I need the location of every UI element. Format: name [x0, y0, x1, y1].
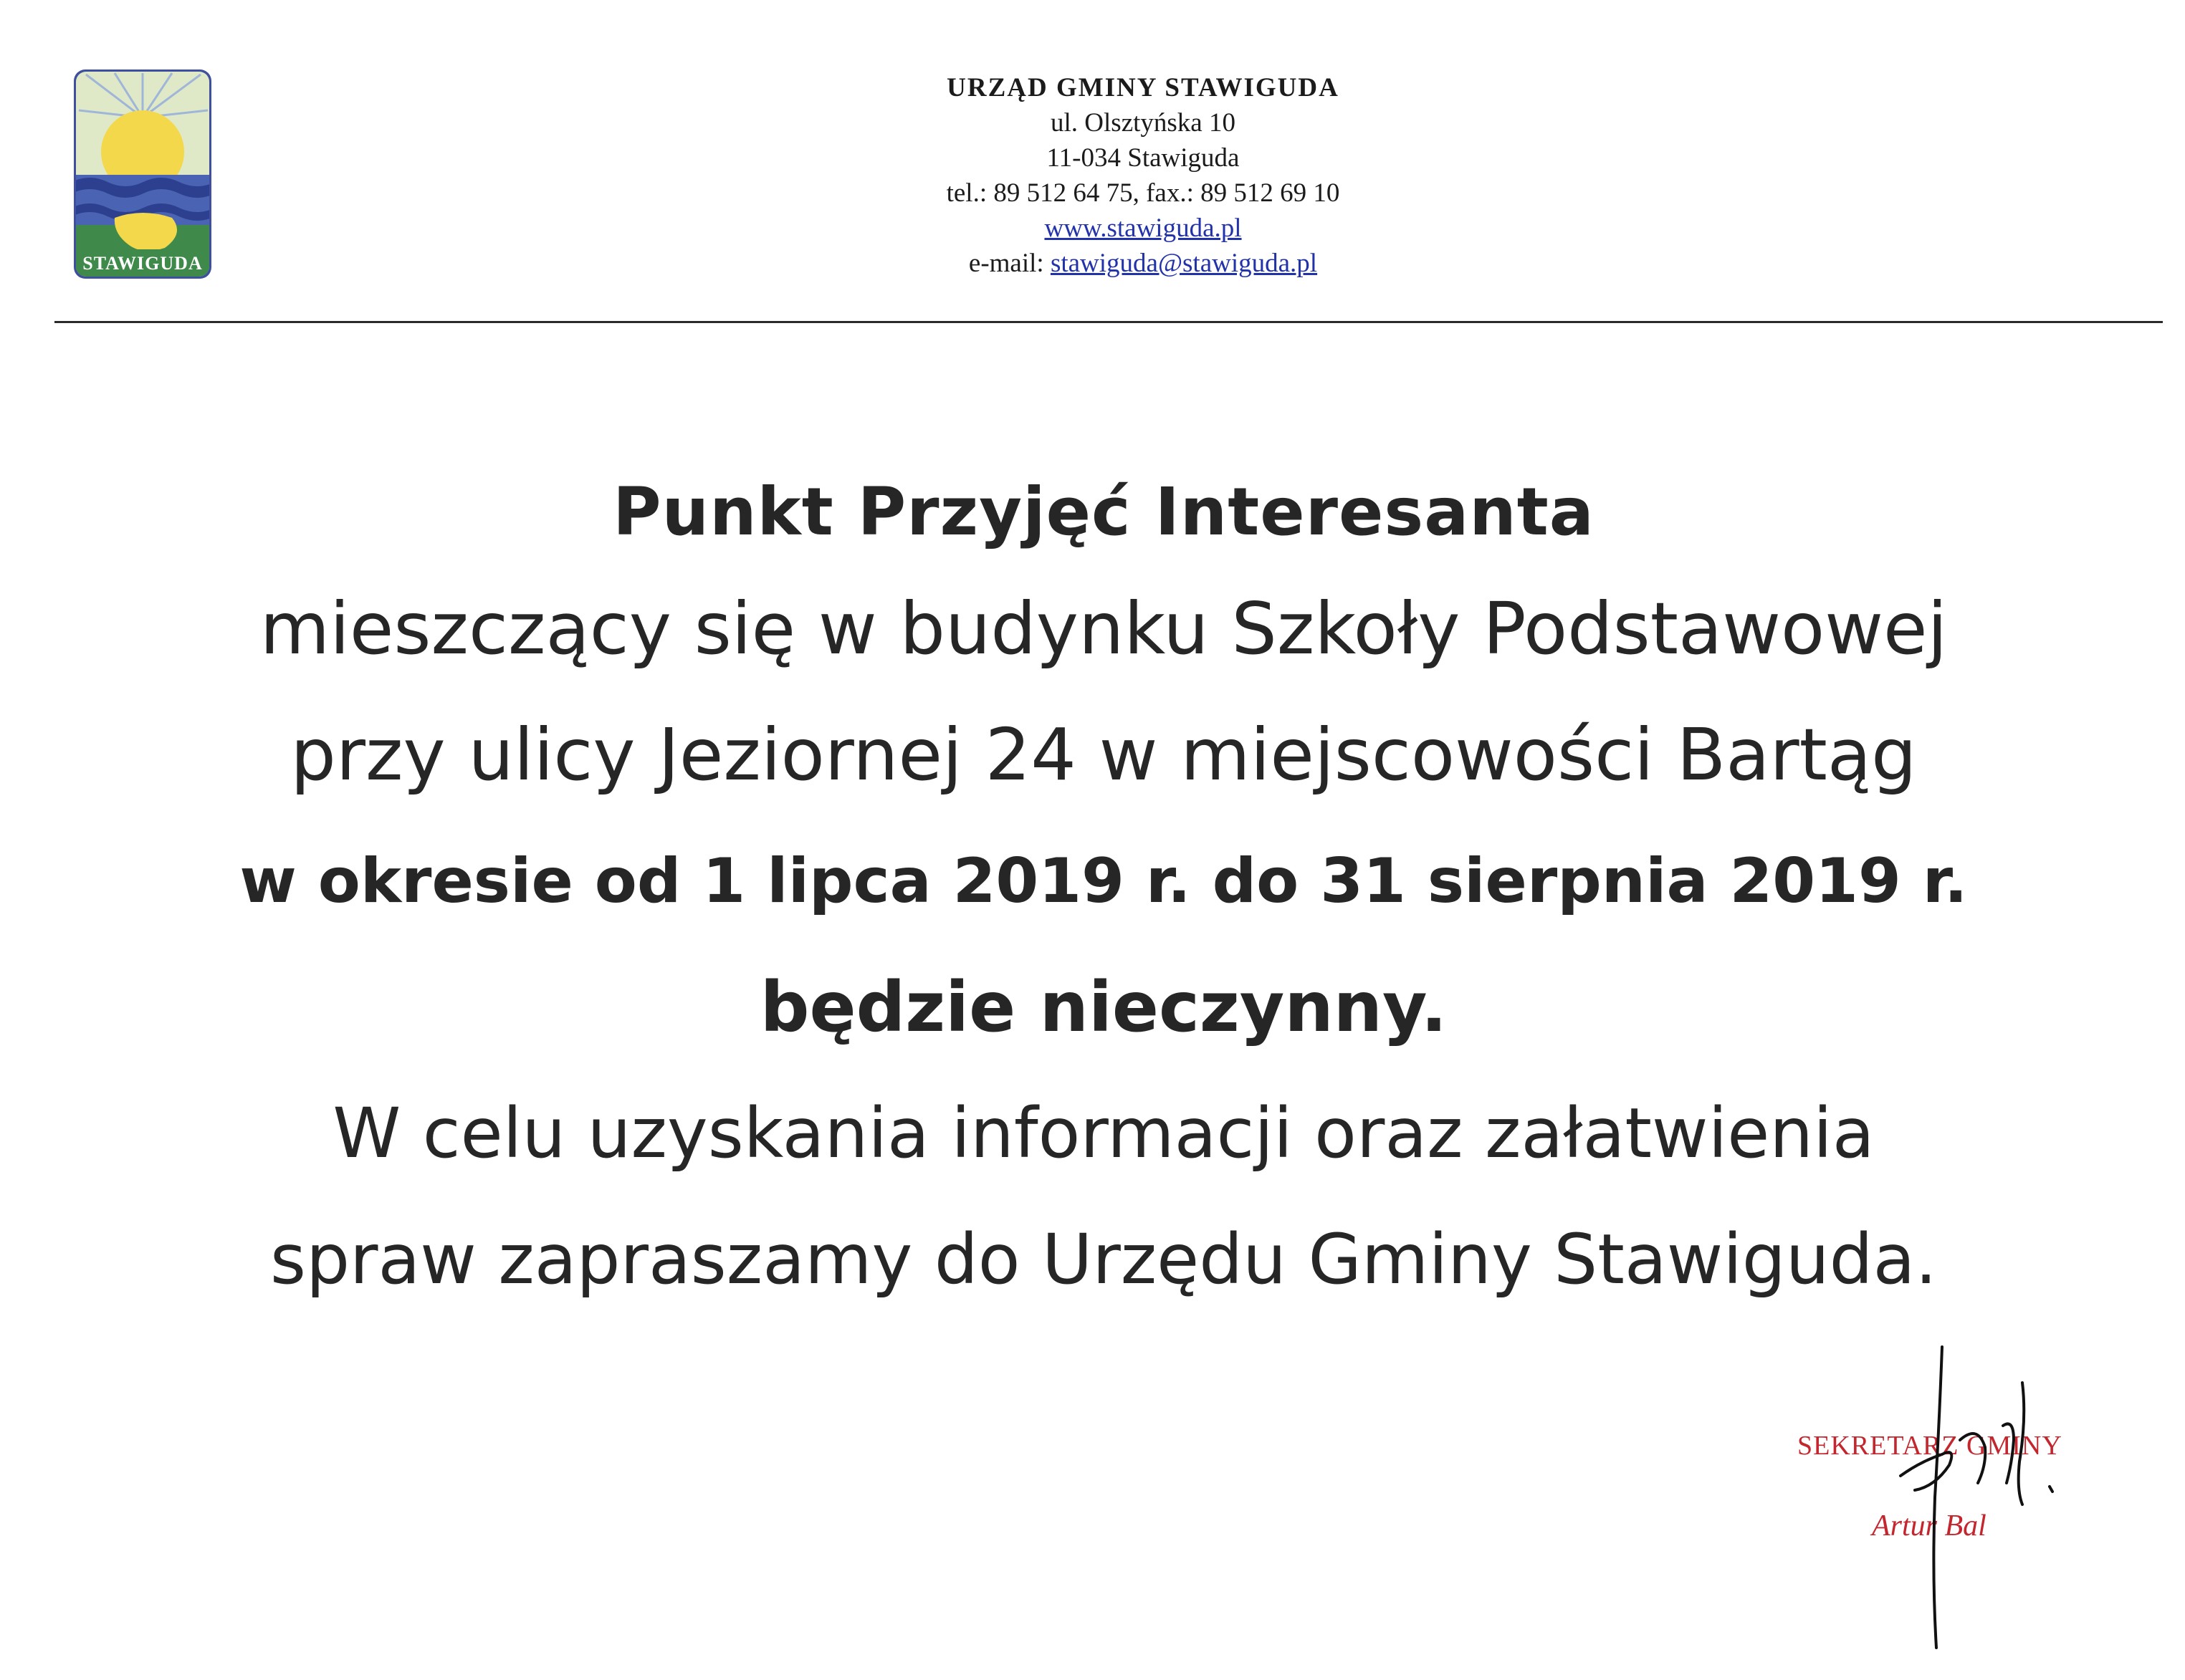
notice-title: Punkt Przyjęć Interesanta [613, 474, 1594, 550]
email-label: e-mail: [968, 249, 1051, 278]
postal-address: 11-034 Stawiguda [1046, 143, 1240, 173]
municipal-coat-of-arms-icon [72, 67, 214, 281]
email-line [752, 246, 1534, 281]
notice-line-2: mieszczący się w budynku Szkoły Podstawowej [259, 587, 1948, 671]
notice-body [107, 459, 2100, 1323]
logo-text: STAWIGUDA [82, 253, 203, 274]
signature-name: Artur Bal [1872, 1509, 1986, 1542]
notice-line-5: będzie nieczynny. [760, 967, 1448, 1047]
notice-line-7: spraw zapraszamy do Urzędu Gminy Stawiguda. [270, 1219, 1937, 1300]
header-divider [54, 321, 2163, 323]
letterhead [752, 70, 1534, 281]
organization-name: URZĄD GMINY STAWIGUDA [947, 73, 1339, 102]
street-address: ul. Olsztyńska 10 [1051, 108, 1235, 138]
website-link[interactable]: www.stawiguda.pl [1044, 213, 1242, 243]
signature-title: SEKRETARZ GMINY [1797, 1431, 2062, 1461]
phone-fax: tel.: 89 512 64 75, fax.: 89 512 69 10 [946, 178, 1340, 208]
notice-line-4: w okresie od 1 lipca 2019 r. do 31 sierpnia 2019 r. [239, 845, 1968, 917]
notice-line-3: przy ulicy Jeziornej 24 w miejscowości Bartąg [290, 713, 1917, 797]
email-link[interactable]: stawiguda@stawiguda.pl [1050, 249, 1318, 278]
notice-line-6: W celu uzyskania informacji oraz załatwienia [333, 1093, 1875, 1173]
handwritten-signature-icon [1835, 1340, 2121, 1655]
stawiguda-logo [72, 67, 214, 281]
